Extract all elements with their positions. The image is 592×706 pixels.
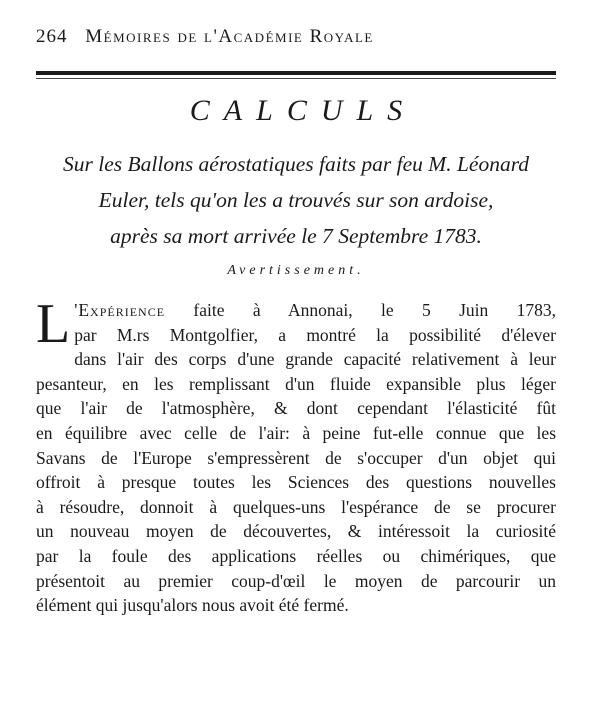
first-word: 'Expérience xyxy=(74,300,166,320)
header-rule-thin xyxy=(36,78,556,79)
body-line: un nouveau moyen de découvertes, & intéressoit la curiosité xyxy=(36,521,556,542)
body-line: élément qui jusqu'alors nous avoit été fermé. xyxy=(36,595,349,616)
chapter-title: CALCULS xyxy=(189,94,417,127)
page-number: 264 xyxy=(36,26,68,47)
drop-cap: L xyxy=(36,293,71,355)
chapter-subtitle xyxy=(36,146,556,254)
running-title: Mémoires de l'Académie Royale xyxy=(85,26,374,47)
body-line: que l'air de l'atmosphère, & dont cependant l'élasticité fût xyxy=(36,398,556,419)
body-line: par la foule des applications réelles ou chimériques, que xyxy=(36,545,556,566)
section-heading: Avertissement. xyxy=(227,263,365,278)
body-line-first xyxy=(36,298,556,323)
subtitle-line: après sa mort arrivée le 7 Septembre 1783. xyxy=(110,224,482,248)
subtitle-line: Euler, tels qu'on les a trouvés sur son ardoise, xyxy=(98,188,494,212)
body-line: Savans de l'Europe s'empressèrent de s'occuper d'un objet qui xyxy=(36,447,556,468)
body-line: à résoudre, donnoit à quelques-uns l'espérance de se procurer xyxy=(36,496,556,517)
running-header xyxy=(36,26,556,48)
body-line: dans l'air des corps d'une grande capacité relativement à leur xyxy=(74,349,556,370)
body-line: offroit à presque toutes les Sciences des questions nouvelles xyxy=(36,472,556,493)
body-line: par M.rs Montgolfier, a montré la possibilité d'élever xyxy=(74,324,556,345)
body-text xyxy=(36,293,556,618)
body-line: présentoit au premier coup-d'œil le moyen de parcourir un xyxy=(36,570,556,591)
body-line: pesanteur, en les remplissant d'un fluide expansible plus léger xyxy=(36,373,556,394)
subtitle-line: Sur les Ballons aérostatiques faits par feu M. Léonard xyxy=(62,152,530,176)
body-line: en équilibre avec celle de l'air: à peine fut-elle connue que les xyxy=(36,422,556,443)
first-line-rest: faite à Annonai, le 5 Juin 1783, xyxy=(193,300,556,320)
header-rule-thick xyxy=(36,71,556,75)
